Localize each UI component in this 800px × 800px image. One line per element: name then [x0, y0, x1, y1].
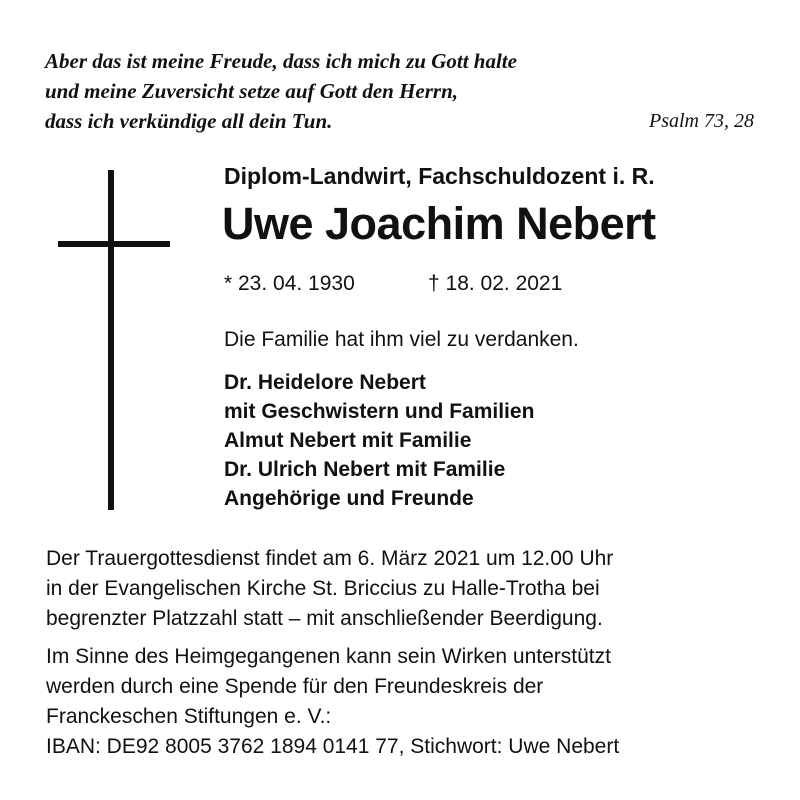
birth-date: * 23. 04. 1930 [224, 272, 355, 295]
profession-title: Diplom-Landwirt, Fachschuldozent i. R. [224, 163, 655, 189]
tribute-text: Die Familie hat ihm viel zu verdanken. [224, 328, 579, 351]
verse-line: dass ich verkündige all dein Tun. [45, 109, 333, 133]
mourner-line: Almut Nebert mit Familie [224, 429, 472, 452]
bible-verse [45, 46, 517, 136]
donation-notice [46, 642, 619, 762]
iban-line: IBAN: DE92 8005 3762 1894 0141 77, Stichwort: Uwe Nebert [46, 735, 620, 758]
verse-line: Aber das ist meine Freude, dass ich mich zu Gott halte [45, 49, 517, 73]
donation-line: Im Sinne des Heimgegangenen kann sein Wirken unterstützt [46, 645, 611, 668]
service-line: Der Trauergottesdienst findet am 6. März 2021 um 12.00 Uhr [46, 547, 614, 570]
donation-line: werden durch eine Spende für den Freundeskreis der [46, 675, 544, 698]
service-line: in der Evangelischen Kirche St. Briccius zu Halle-Trotha bei [46, 577, 600, 600]
cross-horizontal-bar [58, 241, 170, 247]
mourners-list [224, 368, 534, 513]
verse-line: und meine Zuversicht setze auf Gott den Herrn, [45, 79, 459, 103]
mourner-line: Dr. Ulrich Nebert mit Familie [224, 458, 506, 481]
cross-vertical-bar [108, 170, 114, 510]
service-line: begrenzter Platzzahl statt – mit anschließender Beerdigung. [46, 607, 603, 630]
service-notice [46, 544, 613, 634]
death-date: † 18. 02. 2021 [428, 272, 563, 295]
mourner-line: Dr. Heidelore Nebert [224, 371, 426, 394]
mourner-line: mit Geschwistern und Familien [224, 400, 535, 423]
deceased-name: Uwe Joachim Nebert [222, 198, 656, 249]
mourner-line: Angehörige und Freunde [224, 487, 474, 510]
donation-line: Franckeschen Stiftungen e. V.: [46, 705, 332, 728]
verse-reference: Psalm 73, 28 [649, 110, 754, 132]
